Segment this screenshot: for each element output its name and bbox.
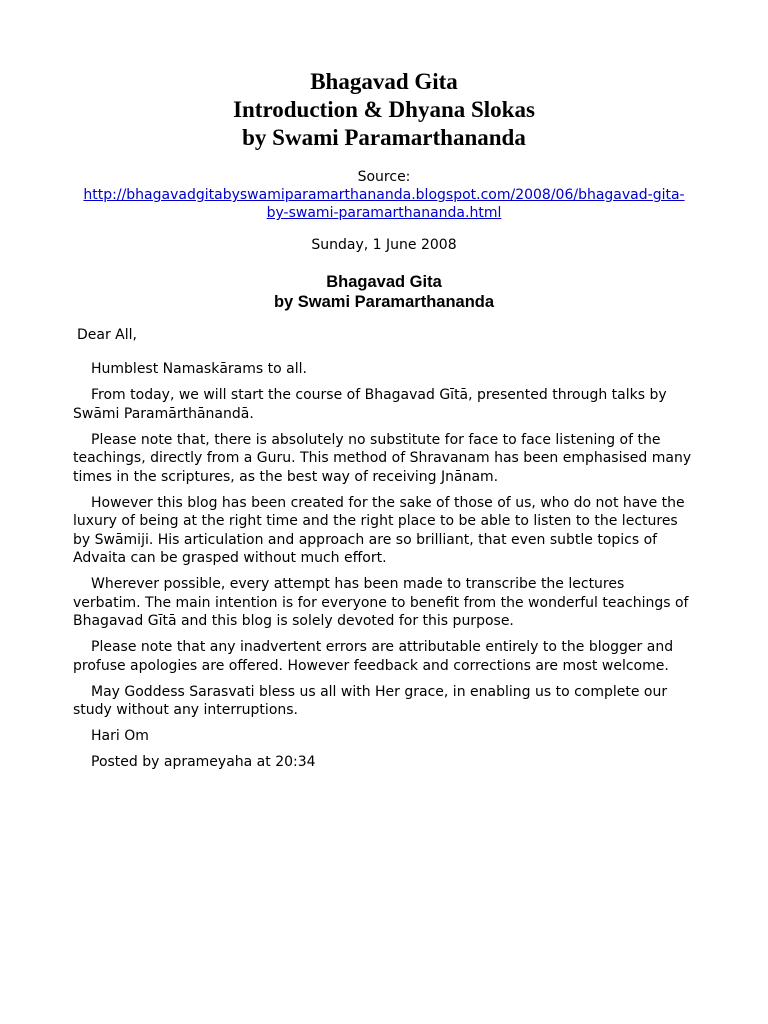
post-title-line-1: Bhagavad Gita [326,273,442,291]
title-line-3: by Swami Paramarthananda [242,125,526,150]
paragraph: Please note that, there is absolutely no substitute for face to face listening of the teachings, directly from a Guru. This method of Shravanam has been emphasised many times in the scriptures, as the best way of receiving Jnānam. [73,431,692,485]
source-link-line-1[interactable]: http://bhagavadgitabyswamiparamarthananda.blogspot.com/2008/06/bhagavad-gita- [83,187,685,203]
paragraph: However this blog has been created for the sake of those of us, who do not have the luxury of being at the right time and the right place to be able to listen to the lectures by Swāmiji. His articulation and approach are so brilliant, that even subtle topics of Advaita can be grasped without much effort. [73,494,685,566]
sign-off: Hari Om [91,728,149,744]
paragraph: Please note that any inadvertent errors are attributable entirely to the blogger and profuse apologies are offered. However feedback and corrections are most welcome. [73,639,674,674]
source-block [0,168,768,222]
paragraph: Humblest Namaskārams to all. [91,361,307,377]
source-link[interactable] [0,186,768,222]
post-date: Sunday, 1 June 2008 [311,237,457,253]
post-footer: Posted by aprameyaha at 20:34 [91,754,316,770]
source-label: Source: [357,169,411,185]
post-title-line-2: by Swami Paramarthananda [273,293,495,311]
post-body [73,360,695,779]
paragraph: May Goddess Sarasvati bless us all with Her grace, in enabling us to complete our study without any interruptions. [73,683,668,718]
title-line-1: Bhagavad Gita [310,69,458,94]
title-line-2: Introduction & Dhyana Slokas [233,97,535,122]
paragraph: From today, we will start the course of Bhagavad Gītā, presented through talks by Swāmi Paramārthānandā. [73,387,667,422]
post-title [0,272,768,312]
greeting: Dear All, [77,327,137,343]
document-title [0,68,768,152]
paragraph: Wherever possible, every attempt has been made to transcribe the lectures verbatim. The main intention is for everyone to benefit from the wonderful teachings of Bhagavad Gītā and this blog is solely devoted for this purpose. [73,576,689,629]
source-link-line-2[interactable]: by-swami-paramarthananda.html [266,205,502,221]
